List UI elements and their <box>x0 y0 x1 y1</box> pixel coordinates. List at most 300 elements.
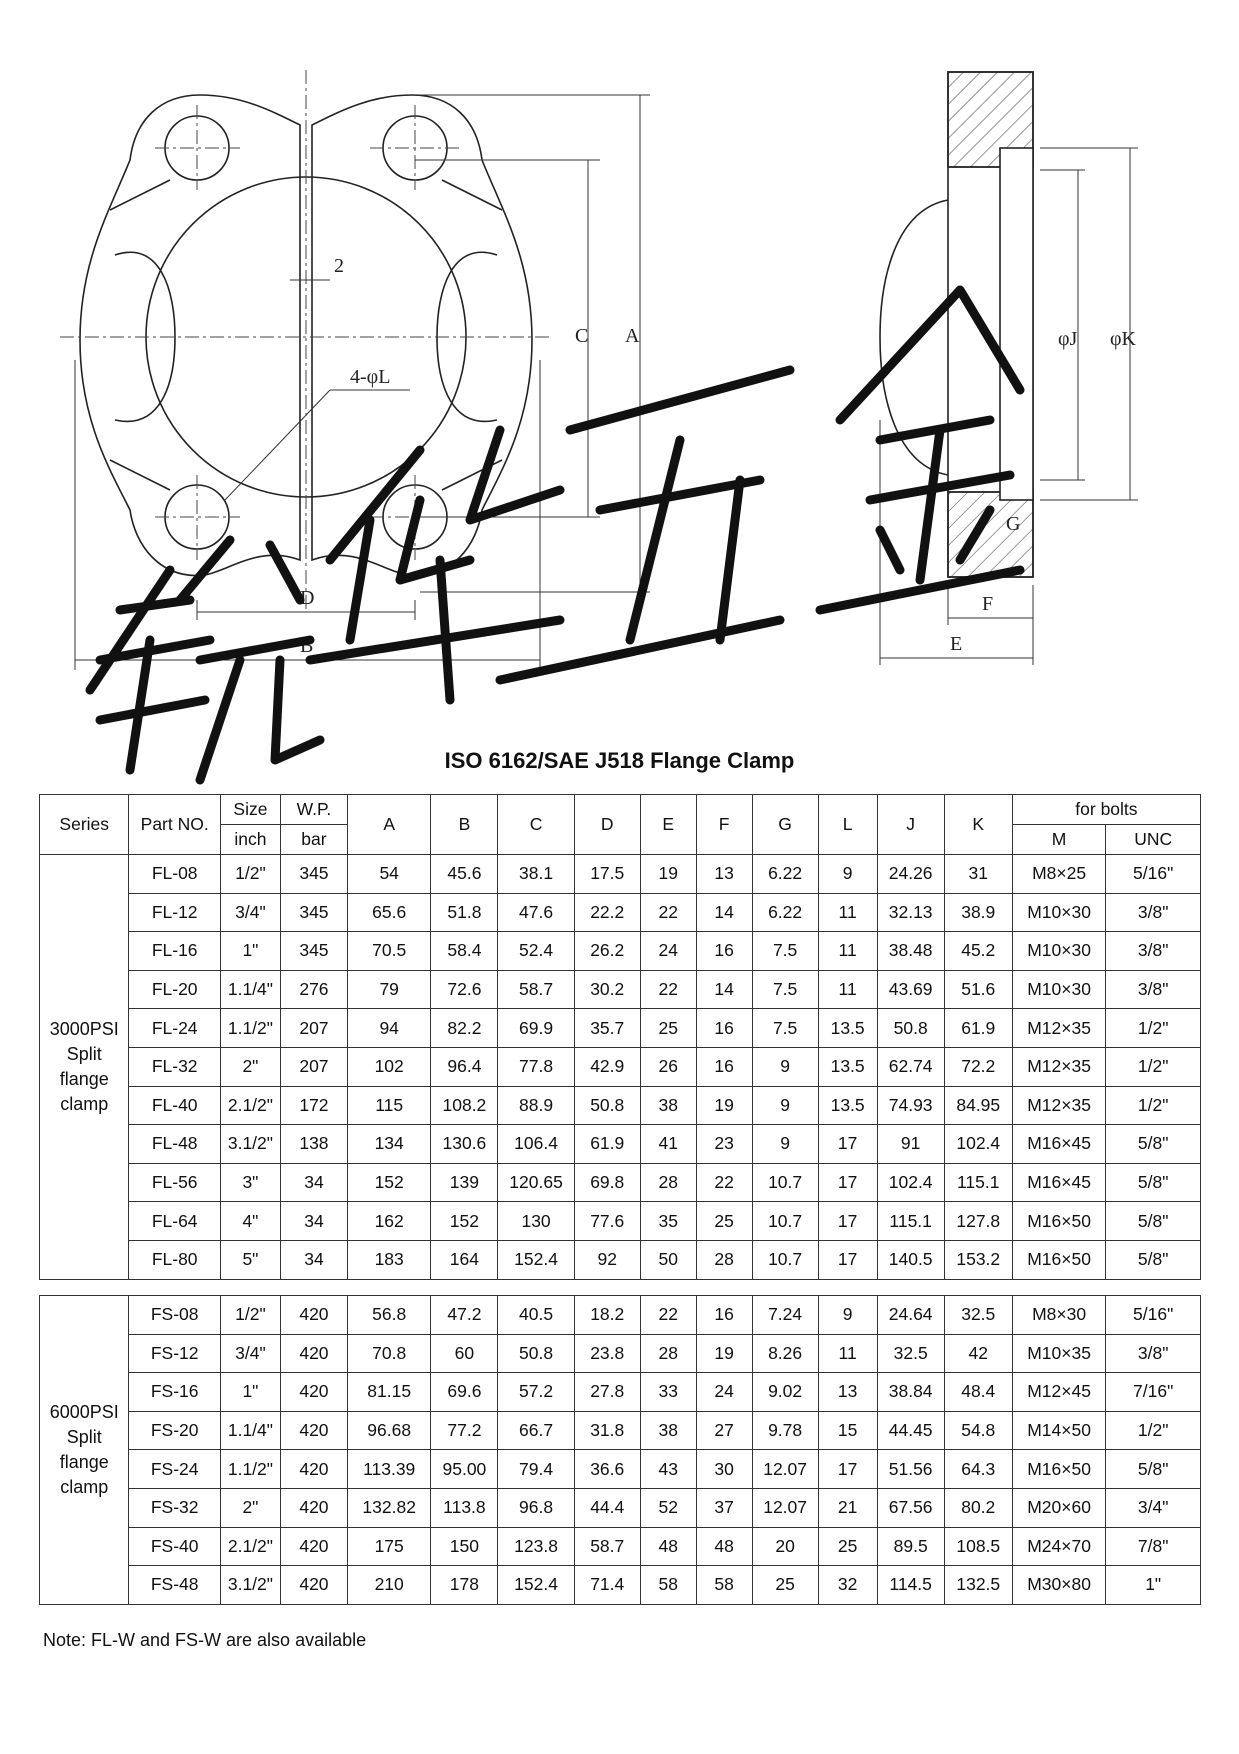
value-cell: 108.2 <box>431 1086 498 1125</box>
value-cell: 345 <box>280 855 347 894</box>
value-cell: 43 <box>640 1450 696 1489</box>
value-cell: 10.7 <box>752 1240 818 1279</box>
value-cell: 16 <box>696 1009 752 1048</box>
value-cell: 17.5 <box>574 855 640 894</box>
value-cell: 162 <box>348 1202 431 1241</box>
part-number-cell: FL-56 <box>129 1163 220 1202</box>
value-cell: 106.4 <box>498 1125 574 1164</box>
value-cell: 420 <box>280 1334 347 1373</box>
value-cell: 94 <box>348 1009 431 1048</box>
value-cell: 132.82 <box>348 1488 431 1527</box>
page-title: ISO 6162/SAE J518 Flange Clamp <box>444 748 795 773</box>
value-cell: 70.8 <box>348 1334 431 1373</box>
value-cell: M12×45 <box>1012 1373 1106 1412</box>
value-cell: 62.74 <box>877 1047 944 1086</box>
value-cell: M12×35 <box>1012 1086 1106 1125</box>
value-cell: 28 <box>640 1334 696 1373</box>
value-cell: 1" <box>220 1373 280 1412</box>
value-cell: 10.7 <box>752 1163 818 1202</box>
dim-label-phiK: φK <box>1110 328 1136 350</box>
table-row <box>40 1125 1201 1164</box>
value-cell: 1.1/2" <box>220 1009 280 1048</box>
value-cell: 60 <box>431 1334 498 1373</box>
value-cell: 5/16" <box>1106 855 1201 894</box>
value-cell: 45.2 <box>944 932 1012 971</box>
value-cell: 11 <box>818 970 877 1009</box>
value-cell: 3/8" <box>1106 1334 1201 1373</box>
value-cell: 1" <box>1106 1566 1201 1605</box>
value-cell: 153.2 <box>944 1240 1012 1279</box>
value-cell: 19 <box>640 855 696 894</box>
value-cell: 3/4" <box>1106 1488 1201 1527</box>
value-cell: 172 <box>280 1086 347 1125</box>
value-cell: 25 <box>752 1566 818 1605</box>
value-cell: 52.4 <box>498 932 574 971</box>
value-cell: 22.2 <box>574 893 640 932</box>
value-cell: 61.9 <box>574 1125 640 1164</box>
value-cell: 16 <box>696 1047 752 1086</box>
value-cell: 70.5 <box>348 932 431 971</box>
value-cell: M30×80 <box>1012 1566 1106 1605</box>
value-cell: M14×50 <box>1012 1411 1106 1450</box>
value-cell: M16×50 <box>1012 1202 1106 1241</box>
value-cell: 17 <box>818 1163 877 1202</box>
value-cell: 150 <box>431 1527 498 1566</box>
value-cell: 9 <box>752 1086 818 1125</box>
value-cell: 2.1/2" <box>220 1527 280 1566</box>
value-cell: 77.8 <box>498 1047 574 1086</box>
value-cell: 3" <box>220 1163 280 1202</box>
table-row <box>40 893 1201 932</box>
spec-table-3000psi <box>39 794 1201 1280</box>
value-cell: 66.7 <box>498 1411 574 1450</box>
value-cell: 102 <box>348 1047 431 1086</box>
value-cell: 77.6 <box>574 1202 640 1241</box>
value-cell: 48 <box>696 1527 752 1566</box>
value-cell: 210 <box>348 1566 431 1605</box>
value-cell: 26 <box>640 1047 696 1086</box>
value-cell: 13 <box>818 1373 877 1412</box>
part-number-cell: FS-08 <box>129 1296 220 1335</box>
value-cell: 5/8" <box>1106 1240 1201 1279</box>
header-C: C <box>498 795 574 855</box>
value-cell: 91 <box>877 1125 944 1164</box>
part-number-cell: FL-40 <box>129 1086 220 1125</box>
value-cell: 127.8 <box>944 1202 1012 1241</box>
value-cell: 96.68 <box>348 1411 431 1450</box>
value-cell: 51.8 <box>431 893 498 932</box>
value-cell: 88.9 <box>498 1086 574 1125</box>
value-cell: 345 <box>280 932 347 971</box>
value-cell: 50.8 <box>574 1086 640 1125</box>
value-cell: 58.7 <box>574 1527 640 1566</box>
header-wp: W.P. <box>280 795 347 825</box>
value-cell: M20×60 <box>1012 1488 1106 1527</box>
value-cell: 69.9 <box>498 1009 574 1048</box>
part-number-cell: FL-48 <box>129 1125 220 1164</box>
value-cell: 8.26 <box>752 1334 818 1373</box>
header-E: E <box>640 795 696 855</box>
value-cell: 19 <box>696 1334 752 1373</box>
value-cell: 47.2 <box>431 1296 498 1335</box>
value-cell: 14 <box>696 970 752 1009</box>
value-cell: 82.2 <box>431 1009 498 1048</box>
value-cell: 95.00 <box>431 1450 498 1489</box>
value-cell: 26.2 <box>574 932 640 971</box>
value-cell: 32.5 <box>877 1334 944 1373</box>
value-cell: 183 <box>348 1240 431 1279</box>
value-cell: 1.1/2" <box>220 1450 280 1489</box>
value-cell: 7.5 <box>752 970 818 1009</box>
value-cell: 6.22 <box>752 855 818 894</box>
value-cell: 74.93 <box>877 1086 944 1125</box>
value-cell: 130 <box>498 1202 574 1241</box>
value-cell: 30.2 <box>574 970 640 1009</box>
value-cell: 56.8 <box>348 1296 431 1335</box>
value-cell: 140.5 <box>877 1240 944 1279</box>
value-cell: 42 <box>944 1334 1012 1373</box>
value-cell: 27 <box>696 1411 752 1450</box>
value-cell: M10×30 <box>1012 932 1106 971</box>
value-cell: 7/16" <box>1106 1373 1201 1412</box>
value-cell: 9.78 <box>752 1411 818 1450</box>
value-cell: 22 <box>696 1163 752 1202</box>
value-cell: 7.5 <box>752 1009 818 1048</box>
value-cell: 36.6 <box>574 1450 640 1489</box>
table-row <box>40 1566 1201 1605</box>
value-cell: 64.3 <box>944 1450 1012 1489</box>
part-number-cell: FL-32 <box>129 1047 220 1086</box>
value-cell: 22 <box>640 893 696 932</box>
value-cell: 61.9 <box>944 1009 1012 1048</box>
value-cell: 420 <box>280 1450 347 1489</box>
value-cell: M16×50 <box>1012 1240 1106 1279</box>
value-cell: 3.1/2" <box>220 1125 280 1164</box>
value-cell: 38.9 <box>944 893 1012 932</box>
value-cell: 27.8 <box>574 1373 640 1412</box>
value-cell: 33 <box>640 1373 696 1412</box>
value-cell: 28 <box>640 1163 696 1202</box>
value-cell: 1.1/4" <box>220 1411 280 1450</box>
value-cell: 5/16" <box>1106 1296 1201 1335</box>
header-UNC: UNC <box>1106 825 1201 855</box>
part-number-cell: FL-24 <box>129 1009 220 1048</box>
part-number-cell: FS-16 <box>129 1373 220 1412</box>
value-cell: 9 <box>752 1125 818 1164</box>
value-cell: 102.4 <box>877 1163 944 1202</box>
value-cell: 84.95 <box>944 1086 1012 1125</box>
value-cell: 89.5 <box>877 1527 944 1566</box>
table-row <box>40 1450 1201 1489</box>
value-cell: 5/8" <box>1106 1450 1201 1489</box>
table-row <box>40 1163 1201 1202</box>
value-cell: 134 <box>348 1125 431 1164</box>
value-cell: 34 <box>280 1240 347 1279</box>
value-cell: 345 <box>280 893 347 932</box>
value-cell: 58.4 <box>431 932 498 971</box>
value-cell: 38 <box>640 1086 696 1125</box>
value-cell: 20 <box>752 1527 818 1566</box>
value-cell: 44.45 <box>877 1411 944 1450</box>
value-cell: 32.5 <box>944 1296 1012 1335</box>
value-cell: 178 <box>431 1566 498 1605</box>
flange-clamp-drawing <box>0 0 1239 740</box>
table-body-3000psi <box>40 855 1201 1280</box>
value-cell: 7/8" <box>1106 1527 1201 1566</box>
value-cell: M16×50 <box>1012 1450 1106 1489</box>
series-cell: 3000PSI Split flange clamp <box>40 855 129 1280</box>
header-B: B <box>431 795 498 855</box>
value-cell: 7.5 <box>752 932 818 971</box>
value-cell: 207 <box>280 1009 347 1048</box>
value-cell: 1/2" <box>1106 1086 1201 1125</box>
value-cell: M10×35 <box>1012 1334 1106 1373</box>
value-cell: 11 <box>818 893 877 932</box>
value-cell: 115.1 <box>877 1202 944 1241</box>
table-row <box>40 1334 1201 1373</box>
table-row <box>40 932 1201 971</box>
value-cell: 51.6 <box>944 970 1012 1009</box>
value-cell: 115.1 <box>944 1163 1012 1202</box>
value-cell: 25 <box>696 1202 752 1241</box>
value-cell: 79 <box>348 970 431 1009</box>
spec-table-6000psi <box>39 1295 1201 1605</box>
dim-label-C: C <box>575 325 589 347</box>
part-number-cell: FL-64 <box>129 1202 220 1241</box>
value-cell: 16 <box>696 932 752 971</box>
header-F: F <box>696 795 752 855</box>
value-cell: 17 <box>818 1240 877 1279</box>
value-cell: 51.56 <box>877 1450 944 1489</box>
value-cell: 3/4" <box>220 1334 280 1373</box>
value-cell: 24.26 <box>877 855 944 894</box>
value-cell: 1" <box>220 932 280 971</box>
value-cell: 54.8 <box>944 1411 1012 1450</box>
value-cell: 58.7 <box>498 970 574 1009</box>
value-cell: 25 <box>818 1527 877 1566</box>
value-cell: 15 <box>818 1411 877 1450</box>
value-cell: M8×30 <box>1012 1296 1106 1335</box>
header-L: L <box>818 795 877 855</box>
header-M: M <box>1012 825 1106 855</box>
value-cell: 6.22 <box>752 893 818 932</box>
value-cell: 3.1/2" <box>220 1566 280 1605</box>
table-row <box>40 970 1201 1009</box>
value-cell: 5/8" <box>1106 1125 1201 1164</box>
value-cell: 24 <box>696 1373 752 1412</box>
part-number-cell: FS-20 <box>129 1411 220 1450</box>
header-D: D <box>574 795 640 855</box>
value-cell: 2" <box>220 1047 280 1086</box>
dim-label-A: A <box>625 325 640 347</box>
dim-label-2: 2 <box>334 255 344 277</box>
value-cell: 25 <box>640 1009 696 1048</box>
value-cell: 175 <box>348 1527 431 1566</box>
header-wp-unit: bar <box>280 825 347 855</box>
series-cell: 6000PSI Split flange clamp <box>40 1296 129 1605</box>
value-cell: 130.6 <box>431 1125 498 1164</box>
table-row <box>40 1202 1201 1241</box>
dim-label-D: D <box>300 587 315 609</box>
value-cell: 1.1/4" <box>220 970 280 1009</box>
part-number-cell: FS-40 <box>129 1527 220 1566</box>
header-K: K <box>944 795 1012 855</box>
value-cell: 37 <box>696 1488 752 1527</box>
value-cell: 31.8 <box>574 1411 640 1450</box>
value-cell: 44.4 <box>574 1488 640 1527</box>
dim-label-B: B <box>300 635 314 657</box>
value-cell: 139 <box>431 1163 498 1202</box>
value-cell: M16×45 <box>1012 1125 1106 1164</box>
value-cell: 34 <box>280 1163 347 1202</box>
value-cell: 5/8" <box>1106 1163 1201 1202</box>
value-cell: 16 <box>696 1296 752 1335</box>
value-cell: 65.6 <box>348 893 431 932</box>
value-cell: 120.65 <box>498 1163 574 1202</box>
table-row <box>40 1047 1201 1086</box>
value-cell: 50.8 <box>498 1334 574 1373</box>
table-body-6000psi <box>40 1296 1201 1605</box>
front-view-labels <box>300 255 640 657</box>
value-cell: 21 <box>818 1488 877 1527</box>
header-series: Series <box>40 795 129 855</box>
value-cell: 41 <box>640 1125 696 1164</box>
value-cell: 420 <box>280 1527 347 1566</box>
value-cell: 22 <box>640 970 696 1009</box>
value-cell: 9 <box>818 1296 877 1335</box>
table-row <box>40 855 1201 894</box>
dim-label-E: E <box>950 633 963 655</box>
table-row <box>40 1527 1201 1566</box>
value-cell: 58 <box>696 1566 752 1605</box>
value-cell: 50 <box>640 1240 696 1279</box>
value-cell: 96.4 <box>431 1047 498 1086</box>
value-cell: 52 <box>640 1488 696 1527</box>
value-cell: 12.07 <box>752 1450 818 1489</box>
part-number-cell: FL-80 <box>129 1240 220 1279</box>
value-cell: 34 <box>280 1202 347 1241</box>
value-cell: 38.84 <box>877 1373 944 1412</box>
dim-label-4phiL: 4-φL <box>350 366 391 388</box>
value-cell: 19 <box>696 1086 752 1125</box>
value-cell: 1/2" <box>220 1296 280 1335</box>
value-cell: 102.4 <box>944 1125 1012 1164</box>
value-cell: 123.8 <box>498 1527 574 1566</box>
side-view <box>880 72 1033 577</box>
header-size: Size <box>220 795 280 825</box>
value-cell: 69.8 <box>574 1163 640 1202</box>
value-cell: 35 <box>640 1202 696 1241</box>
value-cell: 31 <box>944 855 1012 894</box>
value-cell: M12×35 <box>1012 1047 1106 1086</box>
part-number-cell: FL-08 <box>129 855 220 894</box>
value-cell: 28 <box>696 1240 752 1279</box>
value-cell: 1/2" <box>1106 1047 1201 1086</box>
value-cell: 4" <box>220 1202 280 1241</box>
value-cell: 10.7 <box>752 1202 818 1241</box>
value-cell: 5" <box>220 1240 280 1279</box>
value-cell: 80.2 <box>944 1488 1012 1527</box>
value-cell: 2.1/2" <box>220 1086 280 1125</box>
value-cell: 1/2" <box>1106 1009 1201 1048</box>
dim-label-phiJ: φJ <box>1058 328 1078 350</box>
value-cell: 113.8 <box>431 1488 498 1527</box>
value-cell: 132.5 <box>944 1566 1012 1605</box>
value-cell: 420 <box>280 1488 347 1527</box>
value-cell: 30 <box>696 1450 752 1489</box>
footnote: Note: FL-W and FS-W are also available <box>43 1630 367 1650</box>
value-cell: 38 <box>640 1411 696 1450</box>
value-cell: M10×30 <box>1012 893 1106 932</box>
value-cell: 13.5 <box>818 1047 877 1086</box>
value-cell: 12.07 <box>752 1488 818 1527</box>
value-cell: 38.1 <box>498 855 574 894</box>
table-row <box>40 1488 1201 1527</box>
value-cell: 92 <box>574 1240 640 1279</box>
part-number-cell: FL-20 <box>129 970 220 1009</box>
value-cell: 96.8 <box>498 1488 574 1527</box>
value-cell: 32.13 <box>877 893 944 932</box>
value-cell: 420 <box>280 1566 347 1605</box>
value-cell: 11 <box>818 1334 877 1373</box>
value-cell: 54 <box>348 855 431 894</box>
value-cell: 18.2 <box>574 1296 640 1335</box>
value-cell: 1/2" <box>220 855 280 894</box>
value-cell: 77.2 <box>431 1411 498 1450</box>
value-cell: 152 <box>431 1202 498 1241</box>
value-cell: 152 <box>348 1163 431 1202</box>
value-cell: 420 <box>280 1411 347 1450</box>
table-row <box>40 1373 1201 1412</box>
value-cell: 47.6 <box>498 893 574 932</box>
value-cell: 38.48 <box>877 932 944 971</box>
value-cell: 23.8 <box>574 1334 640 1373</box>
header-size-unit: inch <box>220 825 280 855</box>
value-cell: 420 <box>280 1296 347 1335</box>
value-cell: 3/8" <box>1106 893 1201 932</box>
value-cell: 14 <box>696 893 752 932</box>
part-number-cell: FL-16 <box>129 932 220 971</box>
value-cell: 276 <box>280 970 347 1009</box>
value-cell: 48.4 <box>944 1373 1012 1412</box>
dim-label-F: F <box>982 593 994 615</box>
value-cell: 207 <box>280 1047 347 1086</box>
table-row <box>40 1411 1201 1450</box>
value-cell: 9.02 <box>752 1373 818 1412</box>
value-cell: 48 <box>640 1527 696 1566</box>
value-cell: 69.6 <box>431 1373 498 1412</box>
value-cell: 22 <box>640 1296 696 1335</box>
value-cell: M16×45 <box>1012 1163 1106 1202</box>
part-number-cell: FS-12 <box>129 1334 220 1373</box>
value-cell: 32 <box>818 1566 877 1605</box>
value-cell: 3/8" <box>1106 970 1201 1009</box>
value-cell: 72.6 <box>431 970 498 1009</box>
value-cell: 13 <box>696 855 752 894</box>
value-cell: 81.15 <box>348 1373 431 1412</box>
part-number-cell: FS-32 <box>129 1488 220 1527</box>
part-number-cell: FS-48 <box>129 1566 220 1605</box>
dim-label-G: G <box>1006 513 1021 535</box>
value-cell: 9 <box>752 1047 818 1086</box>
value-cell: 42.9 <box>574 1047 640 1086</box>
value-cell: 72.2 <box>944 1047 1012 1086</box>
value-cell: 57.2 <box>498 1373 574 1412</box>
value-cell: 50.8 <box>877 1009 944 1048</box>
value-cell: 7.24 <box>752 1296 818 1335</box>
value-cell: M10×30 <box>1012 970 1106 1009</box>
header-G: G <box>752 795 818 855</box>
